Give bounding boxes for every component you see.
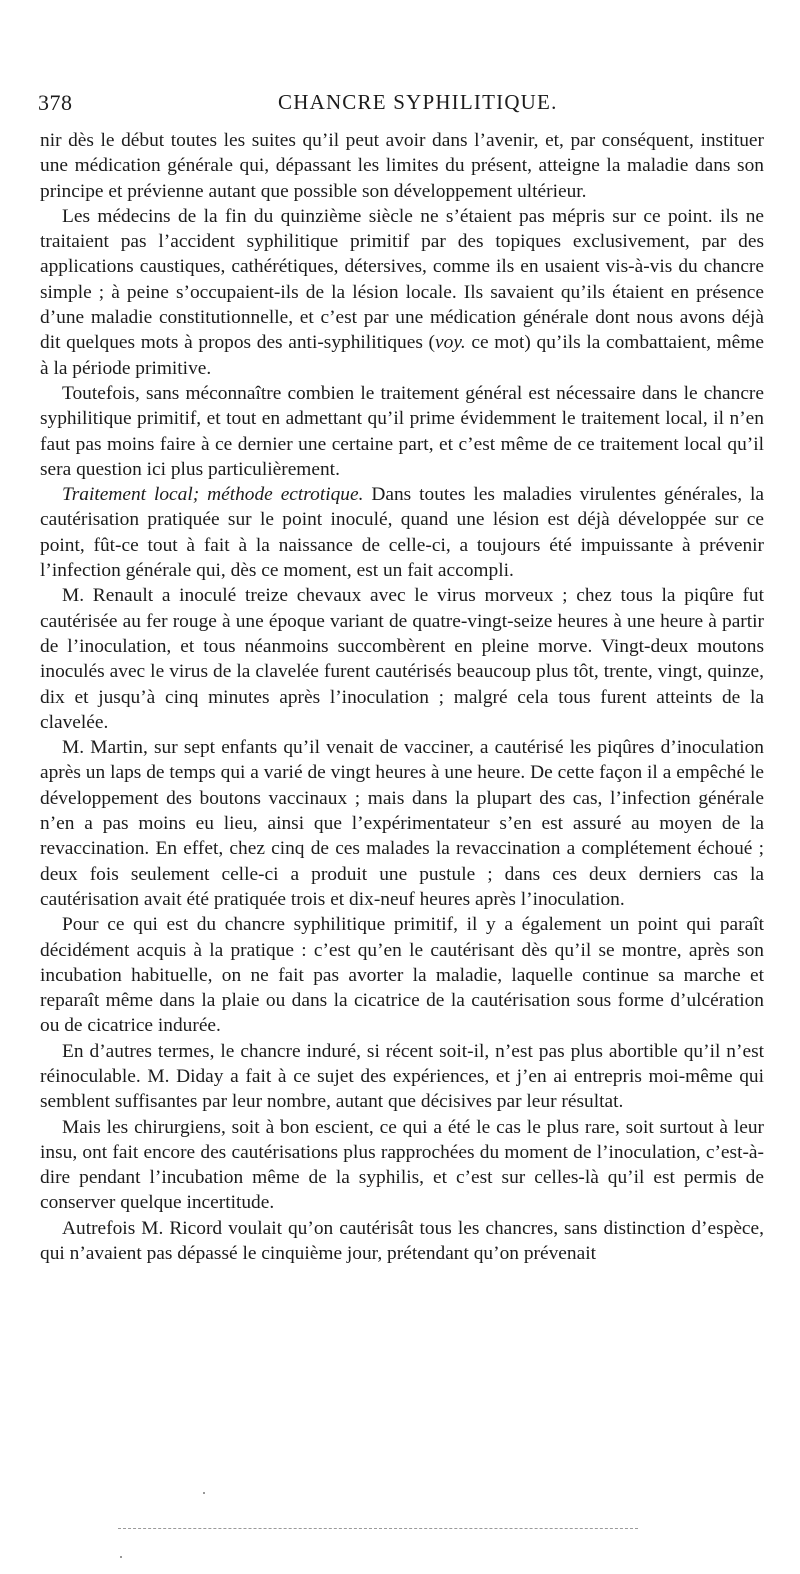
paragraph-10: Autrefois M. Ricord voulait qu’on cautérisât tous les chancres, sans distinction d’espèce, qui n’avaient pas dépassé le cinquième jour, prétendant qu’on prévenait — [40, 1217, 764, 1265]
scan-speck — [120, 1556, 122, 1558]
paragraph-1: nir dès le début toutes les suites qu’il peut avoir dans l’avenir, et, par conséquent, instituer une médication générale qui, dépassant les limites du présent, atteigne la maladie dans son principe et prévienne autant que possible son développement ultérieur. — [40, 130, 764, 202]
paragraph-5: M. Renault a inoculé treize chevaux avec le virus morveux ; chez tous la piqûre fut cautérisée au fer rouge à une époque variant de quatre-vingt-seize heures à une heure à partir de l’inoculation, et tous néanmoins succombèrent en pleine morve. Vingt-deux moutons inoculés avec le virus de la clavelée furent cautérisés beaucoup plus tôt, trente, vingt, quinze, dix et jusqu’à cinq minutes après l’inoculation ; malgré cela tous furent atteints de la clavelée. — [40, 585, 764, 733]
running-head — [38, 90, 762, 124]
paragraph-8: En d’autres termes, le chancre induré, si récent soit-il, n’est pas plus abortible qu’il n’est réinoculable. M. Diday a fait à ce sujet des expériences, et j’en ai entrepris moi-même qui semblent suffisantes par leur nombre, autant que décisives par leur résultat. — [40, 1040, 764, 1113]
paragraph-3: Toutefois, sans méconnaître combien le traitement général est nécessaire dans le chancre syphilitique primitif, et tout en admettant qu’il prime évidemment le traitement local, il n’en faut pas moins faire à ce dernier une certaine part, et c’est même de ce traitement local qu’il sera question ici plus particulièrement. — [40, 382, 764, 480]
paragraph-9: Mais les chirurgiens, soit à bon escient, ce qui a été le cas le plus rare, soit surtout à leur insu, ont fait encore des cautérisations plus rapprochées du moment de l’inoculation, c’est-à-dire pendant l’incubation même de la syphilis, et c’est sur celles-là qu’il est permis de conserver quelque incertitude. — [40, 1116, 764, 1214]
paragraph-2: Les médecins de la fin du quinzième siècle ne s’étaient pas mépris sur ce point. ils ne traitaient pas l’accident syphilitique primitif par des topiques exclusivement, par des applications caustiques, cathérétiques, détersives, comme ils en usaient vis-à-vis du chancre simple ; à peine s’occupaient-ils de la lésion locale. Ils savaient qu’ils étaient en présence d’une maladie constitutionnelle, et c’est par une médication générale dont nous avons déjà dit quelques mots à propos des anti-syphilitiques (voy. ce mot) qu’ils la combattaient, même à la période primitive. — [40, 205, 764, 379]
running-title: CHANCRE SYPHILITIQUE. — [278, 90, 558, 114]
page-number: 378 — [38, 90, 73, 115]
body-text — [40, 128, 764, 1266]
scan-speck — [203, 1492, 205, 1494]
paragraph-6: M. Martin, sur sept enfants qu’il venait de vacciner, a cautérisé les piqûres d’inoculation après un laps de temps qui a varié de vingt heures à une heure. De cette façon il a empêché le développement des boutons vaccinaux ; mais dans la plupart des cas, l’infection générale n’en a pas moins eu lieu, ainsi que l’expérimentateur s’en est assuré au moyen de la revaccination. En effet, chez cinq de ces malades la revaccination a complétement échoué ; deux fois seulement celle-ci a produit une pustule ; dans ces deux derniers cas la cautérisation avait été pratiquée trois et dix-neuf heures après l’inoculation. — [40, 737, 764, 910]
paragraph-4: Traitement local; méthode ectrotique. Dans toutes les maladies virulentes générales, la cautérisation pratiquée sur le point inoculé, quand une lésion est déjà développée sur ce point, fût-ce tout à fait à la naissance de celle-ci, a toujours été impuissante à prévenir l’infection générale qui, dès ce moment, est un fait accompli. — [40, 484, 765, 582]
paragraph-7: Pour ce qui est du chancre syphilitique primitif, il y a également un point qui paraît décidément acquis à la pratique : c’est qu’en le cautérisant dès qu’il se montre, après son incubation habituelle, on ne fait pas avorter la maladie, laquelle continue sa marche et reparaît même dans la plaie ou dans la cicatrice de la cautérisation sous forme d’ulcération ou de cicatrice indurée. — [40, 914, 764, 1037]
section-heading: Traitement local; méthode ectrotique. — [62, 484, 364, 506]
footer-scan-rule — [118, 1528, 638, 1529]
